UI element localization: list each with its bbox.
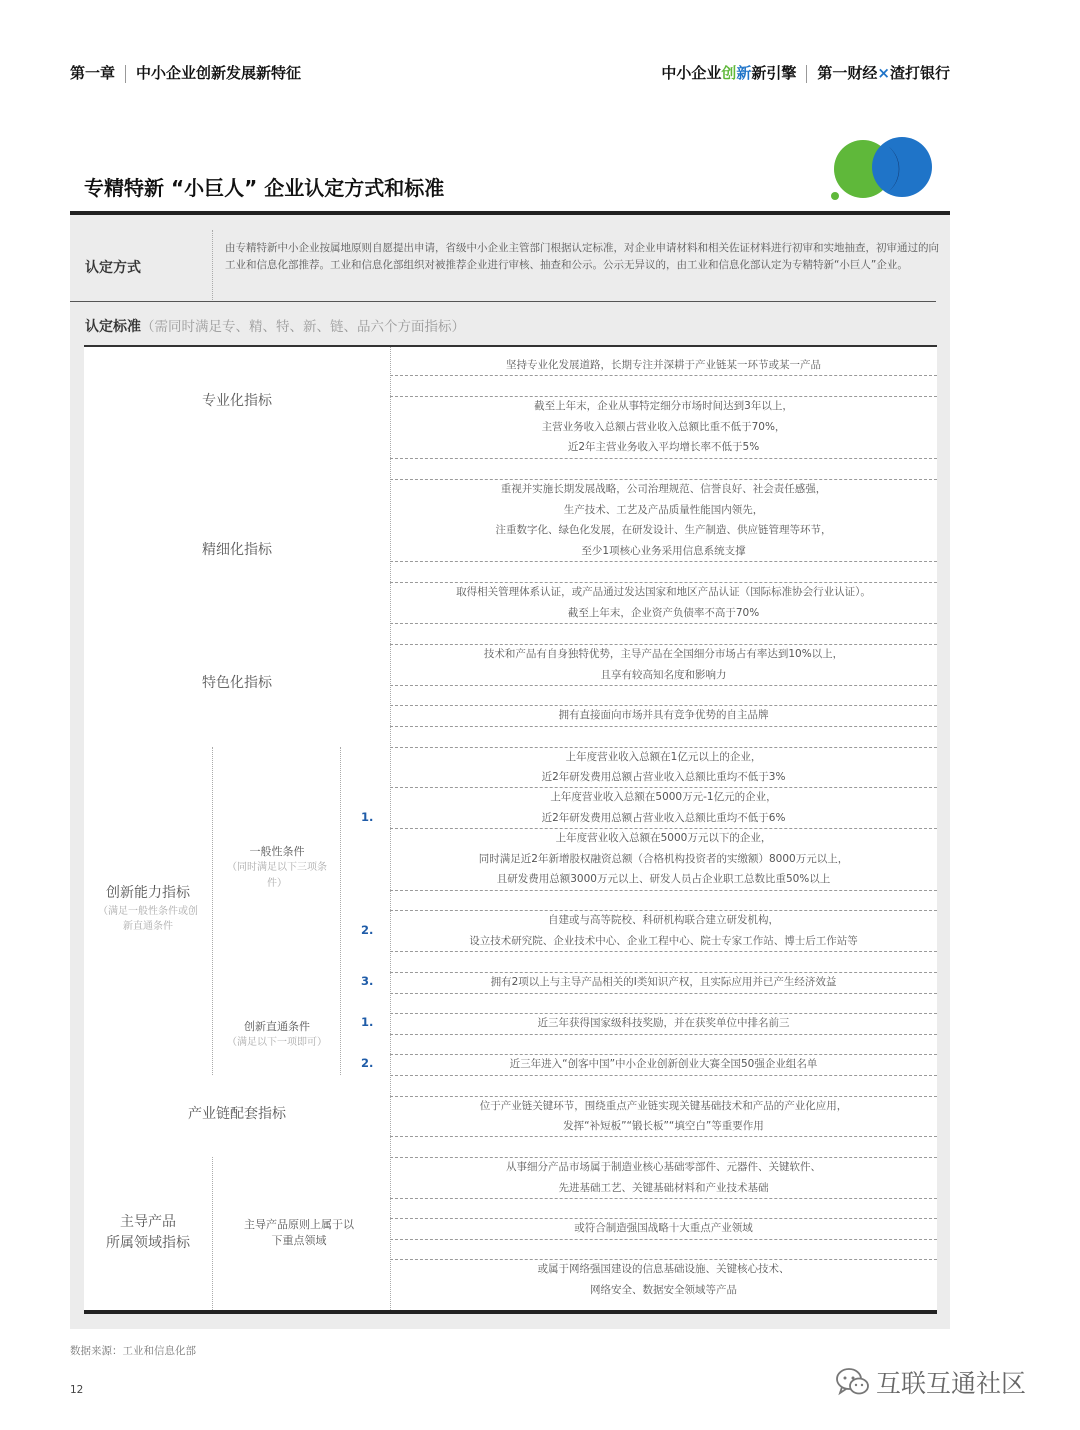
category-innovation: [84, 883, 212, 934]
criterion-text: 主营业务收入总额占营业收入总额比重不低于70%，: [541, 420, 786, 433]
watermark-text: 互联互通社区: [876, 1369, 1027, 1398]
criterion-text: 生产技术、工艺及产品质量性能国内领先，: [563, 503, 764, 516]
row-divider: [390, 993, 937, 994]
criterion-text: 近2年研发费用总额占营业收入总额比重均不低于6%: [541, 811, 786, 824]
header-divider: [806, 65, 807, 83]
criterion-text: 且研发费用总额3000万元以上、研发人员占企业职工总数比重50%以上: [496, 873, 831, 886]
row-divider: [390, 1034, 937, 1035]
chapter-number: 第一章: [70, 64, 116, 82]
criteria-table: [84, 347, 937, 1310]
criterion-row: [390, 1013, 937, 1034]
direct-condition-note: （满足以下一项即可）: [227, 1037, 327, 1048]
report-title-accent-blue: 新: [736, 64, 752, 82]
row-divider: [390, 890, 937, 891]
direct-condition-label: 创新直通条件: [244, 1020, 310, 1033]
criterion-text: 拥有直接面向市场并具有竞争优势的自主品牌: [558, 709, 769, 722]
row-divider: [390, 951, 937, 952]
criterion-text: 拥有2项以上与主导产品相关的Ⅰ类知识产权，且实际应用并已产生经济效益: [490, 976, 837, 989]
column-divider: [212, 747, 213, 1075]
row-divider: [390, 685, 937, 686]
criterion-row: [390, 479, 937, 561]
category-innovation-label: 创新能力指标: [106, 885, 190, 901]
condition-number: 1.: [361, 1015, 374, 1029]
criterion-text: 位于产业链关键环节，围绕重点产业链实现关键基础技术和产品的产业化应用，: [479, 1099, 848, 1112]
report-title-accent-green: 创: [721, 64, 737, 82]
criterion-text: 同时满足近2年新增股权融资总额（合格机构投资者的实缴额）8000万元以上，: [478, 852, 849, 865]
method-rule: [70, 301, 936, 302]
criterion-row: [390, 396, 937, 458]
category-specialization: 专业化指标: [202, 393, 272, 409]
standard-heading: [85, 315, 465, 336]
criterion-text: 近三年进入“创客中国”中小企业创新创业大赛全国50强企业组名单: [509, 1058, 818, 1071]
row-divider: [390, 458, 937, 459]
standard-note: （需同时满足专、精、特、新、链、品六个方面指标）: [141, 319, 465, 335]
criterion-row: [390, 1218, 937, 1239]
category-leading-product-line2: 所属领域指标: [106, 1235, 190, 1251]
report-title-part: 新引擎: [751, 64, 797, 82]
category-leading-product: [84, 1212, 212, 1254]
criterion-text: 坚持专业化发展道路，长期专注并深耕于产业链某一环节或某一产品: [506, 359, 821, 372]
criterion-row: [390, 972, 937, 993]
criterion-row: [390, 705, 937, 726]
wechat-icon: [836, 1367, 870, 1397]
method-text: 由专精特新中小企业按属地原则自愿提出申请，省级中小企业主管部门根据认定标准，对企业申请材料和相关佐证材料进行初审和实地抽查，初审通过的向工业和信息化部推荐。工业和信息化部组织对被推荐企业进行审核、抽查和公示。公示无异议的，由工业和信息化部认定为专精特新“小巨人”企业。: [225, 242, 939, 271]
chapter-title: 中小企业创新发展新特征: [136, 64, 302, 82]
criterion-text: 上年度营业收入总额在5000万元以下的企业，: [555, 832, 772, 845]
general-condition-note: （同时满足以下三项条件）: [227, 862, 327, 889]
category-innovation-note: （满足一般性条件或创新直通条件: [98, 906, 198, 932]
running-header-left: [70, 62, 301, 83]
criterion-row: [390, 1054, 937, 1075]
criterion-text: 近2年主营业务收入平均增长率不低于5%: [567, 441, 760, 454]
row-divider: [390, 726, 937, 727]
criterion-text: 近2年研发费用总额占营业收入总额比重均不低于3%: [541, 771, 786, 783]
column-divider: [340, 747, 341, 1075]
criterion-row: [390, 828, 937, 890]
criterion-row: [390, 787, 937, 828]
criterion-text: 技术和产品有自身独特优势，主导产品在全国细分市场占有率达到10%以上，: [483, 648, 844, 660]
condition-number: 2.: [361, 923, 374, 937]
criterion-text: 取得相关管理体系认证，或产品通过发达国家和地区产品认证（国际标准协会行业认证）。: [456, 586, 871, 598]
running-header-right: [661, 62, 950, 83]
row-divider: [390, 1075, 937, 1076]
condition-number: 2.: [361, 1056, 374, 1070]
method-label: 认定方式: [85, 260, 141, 276]
criterion-row: [390, 644, 937, 685]
page-title: 专精特新 “小巨人” 企业认定方式和标准: [84, 176, 445, 200]
header-divider: [125, 65, 126, 83]
criterion-text: 重视并实施长期发展战略，公司治理规范、信誉良好、社会责任感强，: [500, 483, 827, 495]
criterion-row: [390, 1157, 937, 1198]
row-divider: [390, 623, 937, 624]
row-divider: [390, 561, 937, 562]
criterion-row: [390, 1259, 937, 1300]
data-source: 数据来源：工业和信息化部: [70, 1345, 196, 1357]
criterion-text: 至少1项核心业务采用信息系统支撑: [581, 544, 746, 557]
criterion-row: [390, 355, 937, 376]
category-industry-chain: 产业链配套指标: [188, 1106, 286, 1122]
column-divider: [212, 1157, 213, 1310]
category-leading-product-line1: 主导产品: [120, 1214, 176, 1230]
criterion-text: 截至上年末，企业从事特定细分市场时间达到3年以上，: [534, 400, 793, 413]
report-title-part: 中小企业: [661, 64, 722, 82]
partner-name: 渣打银行: [889, 64, 950, 82]
criterion-text: 截至上年末，企业资产负债率不高于70%: [567, 606, 760, 619]
criterion-text: 注重数字化、绿色化发展，在研发设计、生产制造、供应链管理等环节，: [495, 524, 832, 536]
standard-label: 认定标准: [85, 319, 141, 335]
page-number: 12: [70, 1384, 84, 1396]
criterion-text: 发挥“补短板”“锻长板”“填空白”等重要作用: [563, 1120, 764, 1132]
criterion-text: 上年度营业收入总额在1亿元以上的企业，: [565, 750, 762, 763]
criterion-text: 上年度营业收入总额在5000万元-1亿元的企业，: [550, 791, 777, 803]
criterion-row: [390, 910, 937, 951]
partner-name: 第一财经: [817, 64, 878, 82]
method-divider: [212, 230, 213, 300]
criterion-text: 或符合制造强国战略十大重点产业领域: [574, 1222, 753, 1235]
criterion-text: 且享有较高知名度和影响力: [600, 668, 727, 681]
general-condition-label: 一般性条件: [249, 845, 305, 858]
criterion-text: 或属于网络强国建设的信息基础设施、关键核心技术、: [537, 1263, 790, 1275]
watermark: [836, 1364, 1026, 1400]
criterion-text: 自建或与高等院校、科研机构联合建立研发机构，: [548, 914, 779, 926]
row-divider: [390, 1239, 937, 1240]
criterion-row: [390, 747, 937, 787]
criterion-row: [390, 582, 937, 623]
row-divider: [390, 1198, 937, 1199]
criterion-text: 设立技术研究院、企业技术中心、企业工程中心、院士专家工作站、博士后工作站等: [469, 934, 858, 947]
condition-number: 1.: [361, 810, 374, 824]
general-condition: [224, 844, 330, 892]
partner-cross: ×: [877, 64, 890, 82]
direct-condition: [224, 1019, 330, 1051]
table-bottom-rule: [84, 1310, 937, 1314]
category-refinement: 精细化指标: [202, 542, 272, 558]
category-characteristics: 特色化指标: [202, 675, 272, 691]
criterion-text: 从事细分产品市场属于制造业核心基础零部件、元器件、关键软件、: [506, 1161, 821, 1173]
criterion-row: [390, 1096, 937, 1136]
brand-dots-logo: [830, 137, 940, 203]
criterion-text: 近三年获得国家级科技奖励，并在获奖单位中排名前三: [537, 1017, 790, 1030]
condition-number: 3.: [361, 974, 374, 988]
criterion-text: 先进基础工艺、关键基础材料和产业技术基础: [558, 1181, 769, 1194]
leading-product-condition: 主导产品原则上属于以下重点领域: [244, 1218, 354, 1247]
criterion-text: 网络安全、数据安全领域等产品: [590, 1283, 737, 1296]
